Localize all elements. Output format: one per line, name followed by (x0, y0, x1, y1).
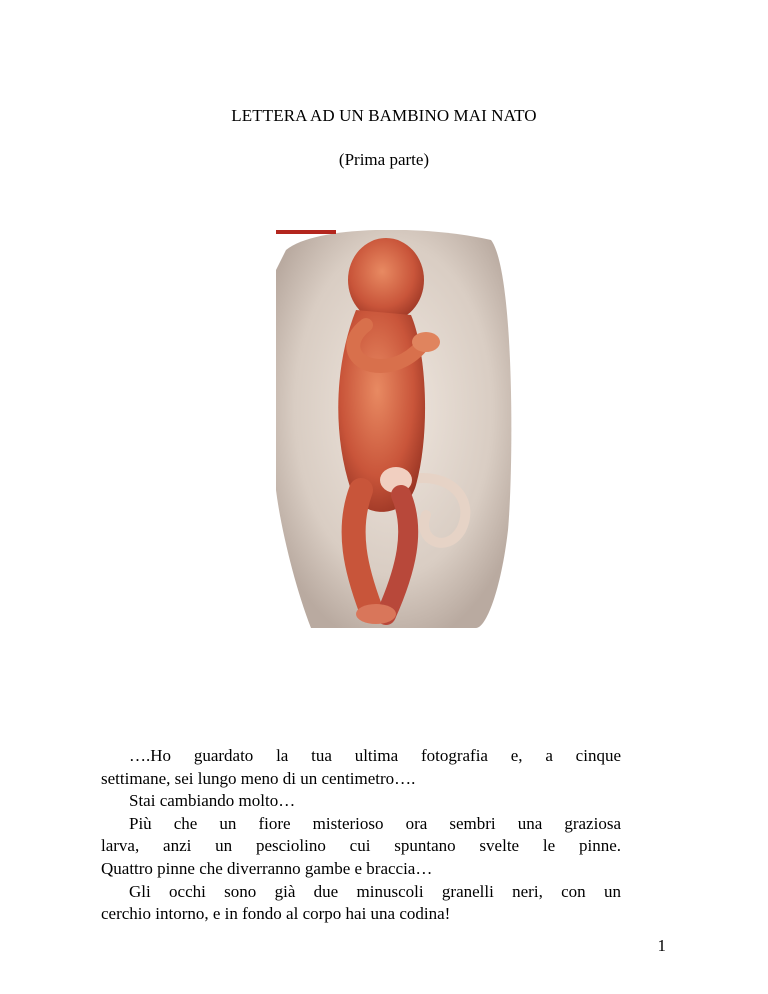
text-line: Stai cambiando molto… (129, 791, 296, 811)
page-subtitle: (Prima parte) (338, 150, 430, 169)
fetus-illustration (276, 230, 514, 628)
text-line: Quattro pinne che diverranno gambe e braccia… (101, 858, 433, 878)
paragraph-2 (101, 790, 621, 813)
paragraph-1 (101, 745, 621, 790)
text-line: settimane, sei lungo meno di un centimetro…. (101, 768, 416, 788)
paragraph-3 (101, 813, 621, 881)
text-line: Gli occhi sono già due minuscoli granelli neri, con un (129, 881, 621, 901)
page-number: 1 (657, 936, 666, 955)
fetus-photo (276, 230, 514, 628)
letter-body (101, 745, 621, 926)
text-line: larva, anzi un pesciolino cui spuntano svelte le pinne. (101, 836, 621, 856)
paragraph-4 (101, 881, 621, 926)
page-title: LETTERA AD UN BAMBINO MAI NATO (231, 106, 537, 125)
text-line: Più che un fiore misterioso ora sembri una graziosa (129, 813, 621, 833)
text-line: ….Ho guardato la tua ultima fotografia e, a cinque (129, 746, 621, 765)
text-line: cerchio intorno, e in fondo al corpo hai una codina! (101, 904, 451, 924)
